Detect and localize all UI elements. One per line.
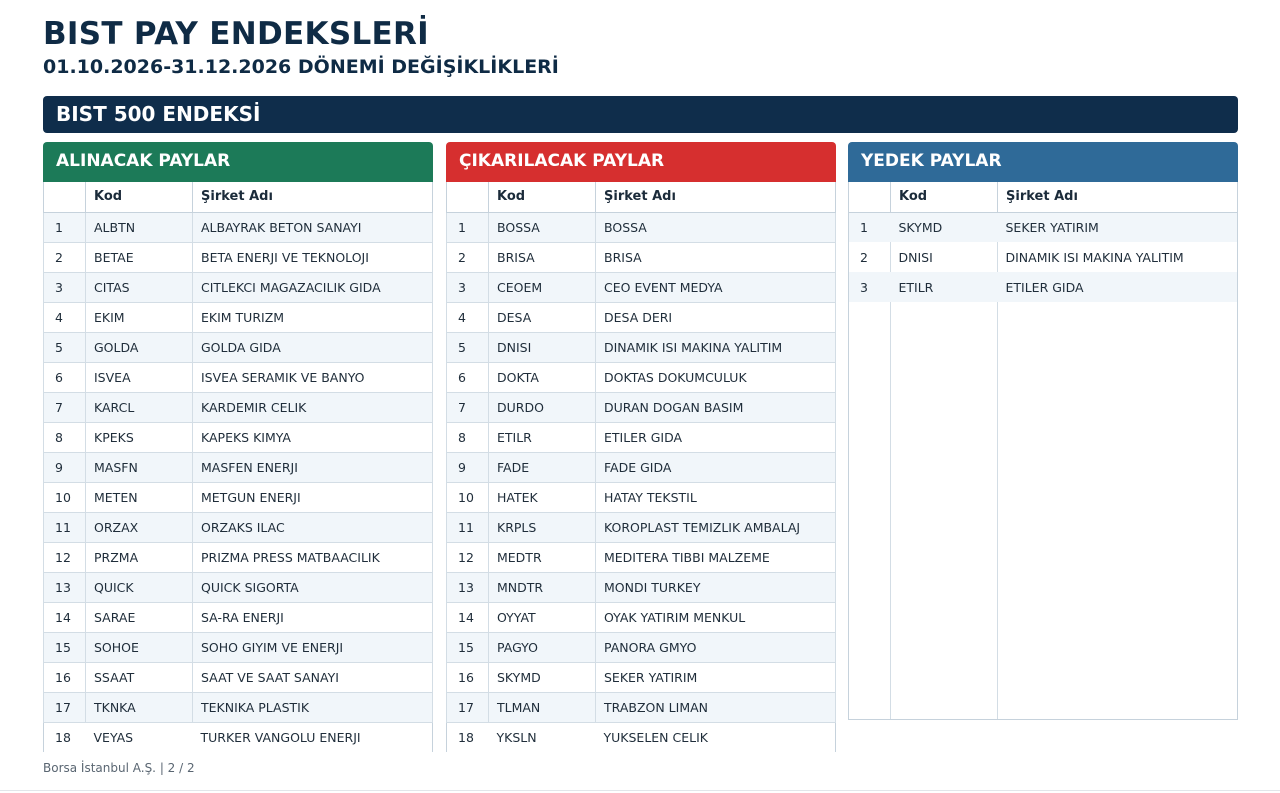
table-row	[447, 422, 836, 452]
index-bar-label: BIST 500 ENDEKSİ	[56, 102, 261, 126]
row-number: 15	[447, 632, 489, 662]
table-row	[447, 302, 836, 332]
stock-code: PAGYO	[489, 632, 596, 662]
table-row	[44, 242, 433, 272]
table-row	[44, 632, 433, 662]
table-row	[44, 302, 433, 332]
company-name: ETILER GIDA	[596, 422, 836, 452]
company-name: CEO EVENT MEDYA	[596, 272, 836, 302]
reserve-shares-table	[848, 182, 1238, 302]
table-row	[44, 272, 433, 302]
stock-code: TLMAN	[489, 692, 596, 722]
row-number: 8	[447, 422, 489, 452]
table-header-row	[447, 182, 836, 212]
company-name: QUICK SIGORTA	[193, 572, 433, 602]
row-number: 18	[44, 722, 86, 752]
stock-code: MNDTR	[489, 572, 596, 602]
stock-code: SKYMD	[489, 662, 596, 692]
company-name: MONDI TURKEY	[596, 572, 836, 602]
stock-code: DNISI	[489, 332, 596, 362]
row-number: 9	[44, 452, 86, 482]
row-number: 12	[447, 542, 489, 572]
table-row	[44, 512, 433, 542]
table-header-row	[849, 182, 1238, 212]
company-name: DESA DERI	[596, 302, 836, 332]
stock-code: METEN	[86, 482, 193, 512]
index-column-header	[849, 182, 891, 212]
table-row	[447, 272, 836, 302]
index-bar	[43, 96, 1238, 133]
company-name: PANORA GMYO	[596, 632, 836, 662]
company-name: BRISA	[596, 242, 836, 272]
row-number: 10	[447, 482, 489, 512]
company-name: YUKSELEN CELIK	[596, 722, 836, 752]
stock-code: SARAE	[86, 602, 193, 632]
row-number: 6	[44, 362, 86, 392]
stock-code: PRZMA	[86, 542, 193, 572]
table-header-row	[44, 182, 433, 212]
row-number: 17	[44, 692, 86, 722]
table-row	[447, 212, 836, 242]
index-column-header	[44, 182, 86, 212]
table-row	[447, 512, 836, 542]
row-number: 2	[447, 242, 489, 272]
company-name: FADE GIDA	[596, 452, 836, 482]
stock-code: DESA	[489, 302, 596, 332]
row-number: 10	[44, 482, 86, 512]
removed-shares-table	[446, 182, 836, 752]
row-number: 6	[447, 362, 489, 392]
company-name: DINAMIK ISI MAKINA YALITIM	[596, 332, 836, 362]
reserve-shares-title: YEDEK PAYLAR	[861, 151, 1002, 171]
reserve-shares-header	[848, 142, 1238, 182]
company-name: SOHO GIYIM VE ENERJI	[193, 632, 433, 662]
row-number: 13	[44, 572, 86, 602]
row-number: 14	[447, 602, 489, 632]
table-row	[44, 542, 433, 572]
table-row	[447, 632, 836, 662]
company-name: ETILER GIDA	[998, 272, 1238, 302]
company-name: DURAN DOGAN BASIM	[596, 392, 836, 422]
company-name: BETA ENERJI VE TEKNOLOJI	[193, 242, 433, 272]
stock-code: KRPLS	[489, 512, 596, 542]
table-row	[44, 722, 433, 752]
row-number: 4	[44, 302, 86, 332]
stock-code: SOHOE	[86, 632, 193, 662]
company-name: HATAY TEKSTIL	[596, 482, 836, 512]
company-name: BOSSA	[596, 212, 836, 242]
company-name: DINAMIK ISI MAKINA YALITIM	[1005, 249, 1184, 265]
added-shares-header	[43, 142, 433, 182]
footer-divider	[0, 790, 1280, 791]
stock-code: BETAE	[86, 242, 193, 272]
company-name: SEKER YATIRIM	[596, 662, 836, 692]
table-row	[44, 572, 433, 602]
stock-code: DOKTA	[489, 362, 596, 392]
table-row	[44, 332, 433, 362]
table-row	[447, 452, 836, 482]
stock-code: HATEK	[489, 482, 596, 512]
company-name: SAAT VE SAAT SANAYI	[193, 662, 433, 692]
table-row	[447, 722, 836, 752]
stock-code: QUICK	[86, 572, 193, 602]
company-name: ISVEA SERAMIK VE BANYO	[193, 362, 433, 392]
table-row	[447, 602, 836, 632]
row-number: 11	[44, 512, 86, 542]
row-number: 17	[447, 692, 489, 722]
table-row	[447, 572, 836, 602]
row-number: 11	[447, 512, 489, 542]
stock-code: DNISI	[898, 249, 933, 265]
company-name: SEKER YATIRIM	[998, 212, 1238, 242]
company-name: CITLEKCI MAGAZACILIK GIDA	[193, 272, 433, 302]
company-name: KOROPLAST TEMIZLIK AMBALAJ	[596, 512, 836, 542]
stock-code: ORZAX	[86, 512, 193, 542]
company-name: ORZAKS ILAC	[193, 512, 433, 542]
row-number: 3	[44, 272, 86, 302]
index-column-header	[447, 182, 489, 212]
table-row	[44, 662, 433, 692]
table-row	[849, 212, 1238, 242]
removed-shares-title: ÇIKARILACAK PAYLAR	[459, 151, 665, 171]
row-number: 16	[447, 662, 489, 692]
reserve-shares-panel	[848, 142, 1238, 302]
row-number: 7	[447, 392, 489, 422]
row-number: 13	[447, 572, 489, 602]
company-name: KAPEKS KIMYA	[193, 422, 433, 452]
row-number: 8	[44, 422, 86, 452]
stock-code: KARCL	[86, 392, 193, 422]
stock-code: CITAS	[86, 272, 193, 302]
row-number: 3	[849, 272, 891, 302]
added-shares-panel	[43, 142, 433, 752]
stock-code: TKNKA	[86, 692, 193, 722]
stock-code: SSAAT	[86, 662, 193, 692]
company-name: SA-RA ENERJI	[193, 602, 433, 632]
stock-code: BOSSA	[489, 212, 596, 242]
stock-code: CEOEM	[489, 272, 596, 302]
company-name: METGUN ENERJI	[193, 482, 433, 512]
table-row	[849, 272, 1238, 302]
table-row	[447, 332, 836, 362]
stock-code: BRISA	[489, 242, 596, 272]
row-number: 5	[447, 332, 489, 362]
table-row	[44, 422, 433, 452]
table-row	[44, 602, 433, 632]
table-row	[447, 362, 836, 392]
row-number: 1	[447, 212, 489, 242]
company-name: MEDITERA TIBBI MALZEME	[596, 542, 836, 572]
table-row	[447, 662, 836, 692]
company-name: TRABZON LIMAN	[596, 692, 836, 722]
stock-code: EKIM	[86, 302, 193, 332]
name-column-header: Şirket Adı	[193, 182, 433, 212]
company-name: KARDEMIR CELIK	[193, 392, 433, 422]
stock-code: ETILR	[891, 272, 998, 302]
stock-code: YKSLN	[489, 722, 596, 752]
table-row	[849, 242, 1238, 272]
stock-code: MEDTR	[489, 542, 596, 572]
row-number: 1	[849, 212, 891, 242]
added-shares-title: ALINACAK PAYLAR	[56, 151, 231, 171]
company-name: GOLDA GIDA	[193, 332, 433, 362]
added-shares-table	[43, 182, 433, 752]
code-column-header: Kod	[86, 182, 193, 212]
name-column-header: Şirket Adı	[596, 182, 836, 212]
company-name: DOKTAS DOKUMCULUK	[596, 362, 836, 392]
code-column-header: Kod	[489, 182, 596, 212]
page-subtitle: 01.10.2026-31.12.2026 DÖNEMİ DEĞİŞİKLİKLERİ	[43, 56, 559, 78]
company-name: TEKNIKA PLASTIK	[193, 692, 433, 722]
company-name: MASFEN ENERJI	[193, 452, 433, 482]
table-row	[447, 542, 836, 572]
page-title: BIST PAY ENDEKSLERİ	[43, 16, 429, 52]
table-row	[447, 692, 836, 722]
stock-code: ISVEA	[86, 362, 193, 392]
row-number: 2	[44, 242, 86, 272]
row-number: 5	[44, 332, 86, 362]
name-column-header: Şirket Adı	[998, 182, 1238, 212]
removed-shares-header	[446, 142, 836, 182]
stock-code: ALBTN	[86, 212, 193, 242]
table-row	[447, 392, 836, 422]
row-number: 12	[44, 542, 86, 572]
table-row	[447, 482, 836, 512]
stock-code: DURDO	[489, 392, 596, 422]
row-number: 7	[44, 392, 86, 422]
row-number: 15	[44, 632, 86, 662]
stock-code: ETILR	[489, 422, 596, 452]
table-row	[44, 482, 433, 512]
stock-code: SKYMD	[891, 212, 998, 242]
company-name: PRIZMA PRESS MATBAACILIK	[193, 542, 433, 572]
stock-code: MASFN	[86, 452, 193, 482]
table-row	[44, 362, 433, 392]
stock-code: KPEKS	[86, 422, 193, 452]
stock-code: GOLDA	[86, 332, 193, 362]
removed-shares-panel	[446, 142, 836, 752]
row-number: 9	[447, 452, 489, 482]
footer-text: Borsa İstanbul A.Ş. | 2 / 2	[43, 761, 195, 775]
row-number: 14	[44, 602, 86, 632]
table-row	[44, 212, 433, 242]
table-row	[447, 242, 836, 272]
company-name: EKIM TURIZM	[193, 302, 433, 332]
company-name: TURKER VANGOLU ENERJI	[193, 722, 433, 752]
company-name: OYAK YATIRIM MENKUL	[596, 602, 836, 632]
row-number: 16	[44, 662, 86, 692]
stock-code: VEYAS	[86, 722, 193, 752]
row-number: 18	[447, 722, 489, 752]
row-number: 2	[860, 249, 868, 265]
stock-code: FADE	[489, 452, 596, 482]
stock-code: OYYAT	[489, 602, 596, 632]
row-number: 1	[44, 212, 86, 242]
table-row	[44, 392, 433, 422]
table-row	[44, 452, 433, 482]
row-number: 3	[447, 272, 489, 302]
company-name: ALBAYRAK BETON SANAYI	[193, 212, 433, 242]
code-column-header: Kod	[891, 182, 998, 212]
row-number: 4	[447, 302, 489, 332]
table-row	[44, 692, 433, 722]
